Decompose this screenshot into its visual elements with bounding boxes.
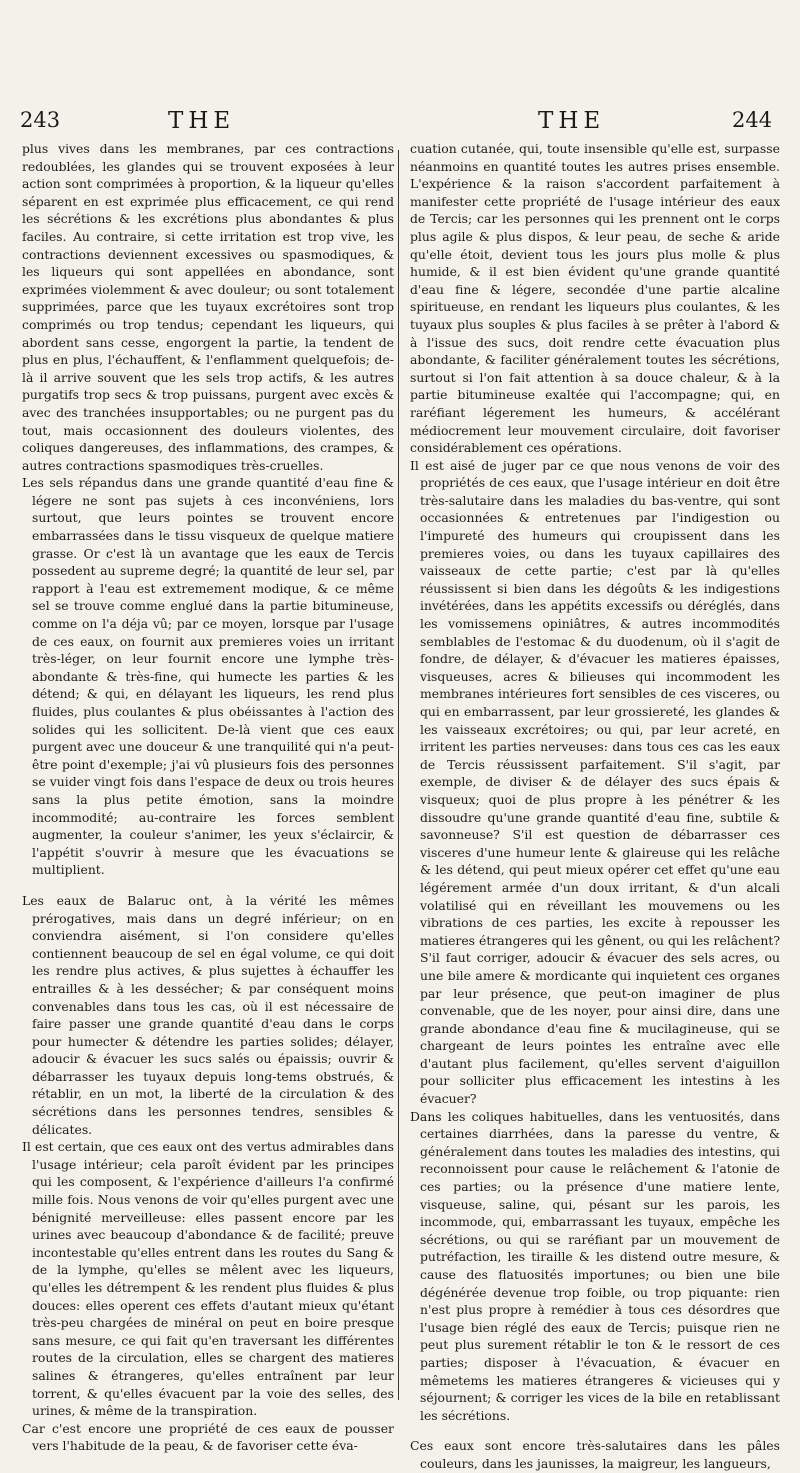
paragraph: Les sels répandus dans une grande quantité d'eau fine & légere ne sont pas sujets à ces inconvéniens, lors surtout, que leurs pointes se trouvent encore embarrassées dans le tissu visqueux de quelque matiere grasse. Or c'est là un avantage que les eaux de Tercis possedent au supreme degré; la quantité de leur sel, par rapport à l'eau est extremement modique, & ce même sel se trouve comme englué dans la partie bitumineuse, comme on l'a déja vû; par ce moyen, lorsque par l'usage de ces eaux, on fournit aux premieres voies un irritant très-léger, on leur fournit encore une lymphe très-abondante & très-fine, qui humecte les parties & les détend; & qui, en délayant les liqueurs, les rend plus fluides, plus coulantes & plus obéissantes à l'action des solides qui les sollicitent. De-là vient que ces eaux purgent avec une douceur & une tranquilité qui n'a peut-être point d'exemple; j'ai vû plusieurs fois des personnes se vuider vingt fois dans l'espace de deux ou trois heures sans la plus petite émotion, sans la moindre incommodité; au-contraire les forces semblent augmenter, la couleur s'animer, les yeux s'éclaircir, & l'appétit s'ouvrir à mesure que les évacuations se multiplient. [22,475,394,878]
page-header [0,108,800,138]
paragraph: Il est aisé de juger par ce que nous venons de voir des propriétés de ces eaux, que l'usage intérieur en doit être très-salutaire dans les maladies du bas-ventre, qui sont occasionnées & entretenues par l'indigestion ou l'impureté des humeurs qui croupissent dans les premieres voies, ou dans les tuyaux capillaires des vaisseaux de cette partie; c'est par là qu'elles réussissent si bien dans les dégoûts & les indigestions invétérées, dans les appétits excessifs ou déréglés, dans les vomissemens opiniâtres, & autres incommodités semblables de l'estomac & du duodenum, où il s'agit de fondre, de délayer, & d'évacuer les matieres épaisses, visqueuses, acres & bilieuses qui incommodent les membranes intérieures fort sensibles de ces visceres, ou qui en embarrassent, par leur grossiereté, les glandes & les vaisseaux excrétoires; ou qui, par leur acreté, en irritent les parties nerveuses: dans tous ces cas les eaux de Tercis réussissent parfaitement. S'il s'agit, par exemple, de diviser & de délayer des sucs épais & visqueux; quoi de plus propre à les pénétrer & les dissoudre qu'une grande quantité d'eau fine, subtile & savonneuse? S'il est question de débarrasser ces visceres d'une humeur lente & glaireuse qui les relâche & les détend, qui peut mieux opérer cet effet qu'une eau légérement armée d'un doux irritant, & d'un alcali volatilisé qui en réveillant les mouvemens ou les vibrations de ces parties, les excite à repousser les matieres étrangeres qui les gênent, ou qui les relâchent? S'il faut corriger, adoucir & évacuer des sels acres, ou une bile amere & mordicante qui inquietent ces organes par leur présence, que peut-on imaginer de plus convenable, que de les noyer, pour ainsi dire, dans une grande abondance d'eau fine & mucilagineuse, qui se chargeant de leurs pointes les entraîne avec elle d'autant plus facilement, qu'elles servent d'aiguillon pour solliciter plus efficacement les intestins à les évacuer? [410,457,780,1107]
paragraph: cuation cutanée, qui, toute insensible qu'elle est, surpasse néanmoins en quantité toutes les autres prises ensemble. L'expérience & la raison s'accordent parfaitement à manifester cette propriété de l'usage intérieur des eaux de Tercis; car les personnes qui les prennent ont le corps plus agile & plus dispos, & leur peau, de seche & aride qu'elle étoit, devient tous les jours plus molle & plus humide, & il est bien évident qu'une grande quantité d'eau fine & légere, secondée d'une partie alcaline spiritueuse, en rendant les liqueurs plus coulantes, & les tuyaux plus souples & plus faciles à se prêter à l'abord & à l'issue des sucs, doit rendre cette évacuation plus abondante, & faciliter généralement toutes les sécrétions, surtout si l'on fait attention à sa douce chaleur, & à la partie bitumineuse exaltée qui l'accompagne; qui, en raréfiant légerement les humeurs, & accélérant médiocrement leur mouvement circulaire, doit favoriser considérablement ces opérations. [410,141,780,456]
page-number-left: 243 [20,108,61,132]
running-head-left: THE [168,108,236,134]
right-column [410,140,780,1473]
left-column [22,140,394,1455]
paragraph: plus vives dans les membranes, par ces contractions redoublées, les glandes qui se trouvent exposées à leur action sont comprimées à proportion, & la liqueur qu'elles séparent en est exprimée plus efficacement, ce qui rend les sécrétions & les excrétions plus abondantes & plus faciles. Au contraire, si cette irritation est trop vive, les contractions deviennent excessives ou spasmodiques, & les liqueurs qui sont appellées en abondance, sont exprimées violemment & avec douleur; ou sont totalement supprimées, parce que les tuyaux excrétoires sont trop comprimés ou trop tendus; cependant les liqueurs, qui abordent sans cesse, engorgent la partie, la tendent de plus en plus, l'échauffent, & l'enflamment quelquefois; de-là il arrive souvent que les sels trop actifs, & les autres purgatifs trop secs & trop puissans, purgent avec excès & avec des tranchées insupportables; ou ne purgent pas du tout, mais occasionnent des douleurs violentes, des coliques dangereuses, des inflammations, des crampes, & autres contractions spasmodiques très-cruelles. [22,141,394,473]
paragraph: Car c'est encore une propriété de ces eaux de pousser vers l'habitude de la peau, & de favoriser cette éva- [22,1420,394,1454]
paragraph: Il est certain, que ces eaux ont des vertus admirables dans l'usage intérieur; cela paroît évident par les principes qui les composent, & l'expérience d'ailleurs l'a confirmé mille fois. Nous venons de voir qu'elles purgent avec une bénignité merveilleuse: elles passent encore par les urines avec beaucoup d'abondance & de facilité; preuve incontestable qu'elles entrent dans les routes du Sang & de la lymphe, qu'elles se mêlent avec les liqueurs, qu'elles les détrempent & les rendent plus fluides & plus douces: elles operent ces effets d'autant mieux qu'étant très-peu chargées de minéral on peut en boire presque sans mesure, ce qui fait qu'en traversant les différentes routes de la circulation, elles se chargent des matieres salines & étrangeres, qu'elles entraînent par leur torrent, & qu'elles évacuent par la voie des selles, des urines, & même de la transpiration. [22,1139,394,1419]
paragraph: Ces eaux sont encore très-salutaires dans les pâles couleurs, dans les jaunisses, la maigreur, les langueurs, [410,1438,780,1471]
paragraph: Dans les coliques habituelles, dans les ventuosités, dans certaines diarrhées, dans la paresse du ventre, & généralement dans toutes les maladies des intestins, qui reconnoissent pour cause le relâchement & l'atonie de ces parties; ou la présence d'une matiere lente, visqueuse, saline, qui, pésant sur les parois, les incommode, qui, embarrassant les tuyaux, empêche les sécrétions, ou qui se raréfiant par un mouvement de putréfaction, les tiraille & les distend outre mesure, & cause des flatuosités importunes; ou bien une bile dégénérée devenue trop foible, ou trop piquante: rien n'est plus propre à remédier à tous ces désordres que l'usage bien réglé des eaux de Tercis; puisque rien ne peut plus surement rétablir le ton & le ressort de ces parties; disposer à l'évacuation, & évacuer en mêmetems les matieres étrangeres & vicieuses qui y séjournent; & corriger les vices de la bile en retablissant les sécrétions. [410,1108,780,1423]
paragraph: Les eaux de Balaruc ont, à la vérité les mêmes prérogatives, mais dans un degré inférieur; on en conviendra aisément, si l'on considere qu'elles contiennent beaucoup de sel en égal volume, ce qui doit les rendre plus actives, & plus sujettes à échauffer les entrailles & à les dessécher; & par conséquent moins convenables dans tous les cas, où il est nécessaire de faire passer une grande quantité d'eau dans le corps pour humecter & détendre les parties solides; délayer, adoucir & évacuer les sucs salés ou épaissis; ouvrir & débarrasser les tuyaux depuis long-tems obstrués, & rétablir, en un mot, la liberté de la circulation & des sécrétions dans les personnes tendres, sensibles & délicates. [22,892,394,1137]
column-divider [398,150,399,1400]
page-number-right: 244 [732,108,773,132]
running-head-right: THE [538,108,606,134]
